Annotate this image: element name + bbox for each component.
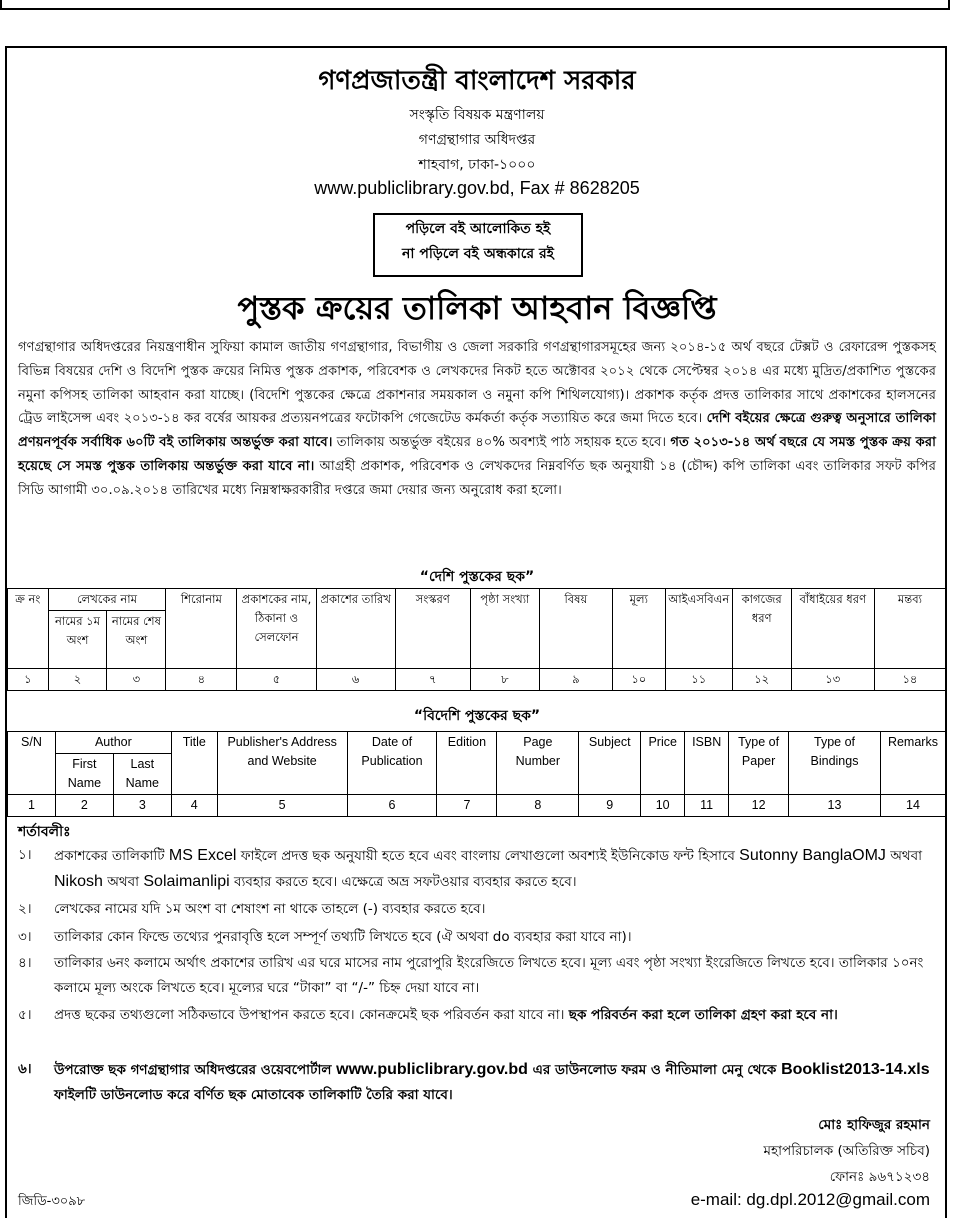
local-h-edition: সংস্করণ [395, 589, 470, 669]
gd-code: জিডি-৩০৯৮ [18, 1194, 86, 1209]
local-col-number: ৮ [470, 669, 539, 691]
term-1-solaimanlipi: Solaimanlipi [143, 873, 230, 890]
term-6-text-c: ফাইলটি ডাউনলোড করে বর্ণিত ছক মোতাবেক তালিকাটি তৈরি করা যাবে। [54, 1087, 453, 1103]
term-4 [18, 951, 938, 1001]
local-col-number: ১১ [665, 669, 732, 691]
body-bold-1: দেশি বইয়ের ক্ষেত্রে গুরুত্ব অনুসারে তালিকা প্রণয়নপূর্বক সর্বাধিক ৬০টি বই তালিকায় অন্তর্ভুক্ত করা যাবে। [18, 411, 936, 451]
signatory-phone: ফোনঃ ৯৬৭১২৩৪ [829, 1169, 930, 1185]
term-6-website-link[interactable]: www.publiclibrary.gov.bd [336, 1061, 528, 1078]
term-1-text-c: অথবা [890, 848, 923, 864]
local-col-number: ২ [48, 669, 107, 691]
foreign-h-price: Price [641, 732, 685, 795]
foreign-h-last-name: Last Name [113, 754, 171, 795]
term-number: ৩। [18, 929, 32, 945]
term-4-text: তালিকার ৬নং কলামে অর্থাৎ প্রকাশের তারিখ এর ঘরে মাসের নাম পুরোপুরি ইংরেজিতে লিখতে হবে। মূল্য এবং পৃষ্ঠা সংখ্যা ইংরেজিতে লিখতে হবে। তালিকার ১০নং কলামে মূল্য অংকে লিখতে হবে। মূল্যের ঘরে “টাকা” বা “/-” চিহ্ন দেয়া যাবে না। [54, 955, 924, 996]
term-6 [18, 1057, 938, 1108]
term-5-text: প্রদত্ত ছকের তথ্যগুলো সঠিকভাবে উপস্থাপন করতে হবে। কোনক্রমেই ছক পরিবর্তন করা যাবে না। [54, 1007, 565, 1023]
signatory-email[interactable]: e-mail: dg.dpl.2012@gmail.com [690, 1190, 930, 1209]
foreign-h-edition: Edition [437, 732, 497, 795]
term-number: ২। [18, 901, 32, 917]
department-name: গণগ্রন্থাগার অধিদপ্তর [418, 132, 536, 148]
foreign-col-number: 9 [579, 795, 641, 817]
local-book-table [7, 588, 946, 691]
local-table-caption: “দেশি পুস্তকের ছক” [419, 569, 535, 585]
term-number: ৬। [18, 1061, 32, 1077]
foreign-col-number: 7 [437, 795, 497, 817]
foreign-col-number: 10 [641, 795, 685, 817]
foreign-h-first-name: First Name [55, 754, 113, 795]
ministry-name: সংস্কৃতি বিষয়ক মন্ত্রণালয় [409, 107, 545, 123]
address: শাহবাগ, ঢাকা-১০০০ [418, 157, 536, 173]
term-5-bold: ছক পরিবর্তন করা হলে তালিকা গ্রহণ করা হবে না। [568, 1007, 838, 1023]
body-text-1: গণগ্রন্থাগার অধিদপ্তরের নিয়ন্ত্রণাধীন সুফিয়া কামাল জাতীয় গণগ্রন্থাগার, বিভাগীয় ও জেলা সরকারি গণগ্রন্থাগারসমূহের জন্য ২০১৪-১৫ অর্থ বছরে টেক্সট ও রেফারেন্স পুস্তকসহ বিভিন্ন বিষয়ের দেশি ও বিদেশি পুস্তক ক্রয়ের নিমিত্ত পুস্তক প্রকাশক, পরিবেশক ও লেখকদের নিকট হতে অক্টোবর ২০১২ থেকে সেপ্টেম্বর ২০১৪ এর মধ্যে মুদ্রিত/প্রকাশিত পুস্তকের নমুনা কপিসহ তালিকা আহবান করা যাচ্ছে। (বিদেশি পুস্তকের ক্ষেত্রে প্রকাশনার সময়কাল ও নমুনা কপি শিথিলযোগ্য)। প্রকাশক কর্তৃক প্রদত্ত তালিকার সাথে প্রকাশকের হালসনের ট্রেড লাইসেন্স এবং ২০১৩-১৪ কর বর্ষের আয়কর প্রত্যয়নপত্রের ফটোকপি গেজেটেড কর্মকর্তা কর্তৃক সত্যায়িত করে জমা দিতে হবে। [18, 340, 936, 427]
government-title: গণপ্রজাতন্ত্রী বাংলাদেশ সরকার [318, 66, 636, 96]
term-6-text-b: এর ডাউনলোড ফরম ও নীতিমালা মেনু থেকে [532, 1062, 777, 1078]
local-h-serial: ক্র নং [8, 589, 49, 669]
foreign-h-isbn: ISBN [685, 732, 729, 795]
local-h-first-name: নামের ১ম অংশ [48, 611, 107, 669]
local-col-number: ৪ [166, 669, 237, 691]
term-1-text-a: প্রকাশকের তালিকাটি [54, 848, 165, 864]
foreign-col-number: 3 [113, 795, 171, 817]
foreign-table-caption: “বিদেশি পুস্তকের ছক” [413, 708, 541, 724]
foreign-h-title: Title [171, 732, 217, 795]
slogan-line-1: পড়িলে বই আলোকিত হই [405, 221, 551, 237]
term-2-text: লেখকের নামের যদি ১ম অংশ বা শেষাংশ না থাকে তাহলে (-) ব্যবহার করতে হবে। [54, 901, 486, 917]
foreign-col-number: 1 [8, 795, 56, 817]
foreign-col-number: 6 [347, 795, 437, 817]
local-col-number: ১২ [732, 669, 791, 691]
terms-heading: শর্তাবলীঃ [18, 824, 71, 840]
slogan-box [373, 213, 583, 277]
body-bold-2: গত ২০১৩-১৪ অর্থ বছরে যে সমস্ত পুস্তক ক্রয় করা হয়েছে সে সমস্ত পুস্তক তালিকায় অন্তর্ভুক্ত করা যাবে না। [18, 435, 936, 474]
term-number: ৪। [18, 955, 32, 971]
foreign-h-publisher: Publisher's Address and Website [217, 732, 347, 795]
local-col-number: ১৪ [874, 669, 945, 691]
term-2 [18, 897, 938, 922]
local-h-title: শিরোনাম [166, 589, 237, 669]
website-fax: www.publiclibrary.gov.bd, Fax # 8628205 [314, 178, 640, 198]
term-1-nikosh: Nikosh [54, 873, 103, 890]
foreign-h-author: Author [55, 732, 171, 754]
foreign-col-number: 14 [880, 795, 945, 817]
foreign-h-subject: Subject [579, 732, 641, 795]
local-col-number: ১৩ [791, 669, 874, 691]
signatory-name: মোঃ হাফিজুর রহমান [818, 1117, 930, 1133]
foreign-h-serial: S/N [8, 732, 56, 795]
term-1-sutonny: Sutonny BanglaOMJ [739, 847, 886, 864]
local-col-number: ৬ [316, 669, 395, 691]
local-h-isbn: আইএসবিএন [665, 589, 732, 669]
local-col-number: ৩ [107, 669, 166, 691]
term-3-text: তালিকার কোন ফিল্ডে তথ্যের পুনরাবৃত্তি হলে সম্পূর্ণ তথ্যটি লিখতে হবে (ঐ অথবা do ব্যবহার করা যাবে না)। [54, 929, 632, 945]
foreign-col-number: 5 [217, 795, 347, 817]
foreign-h-date: Date of Publication [347, 732, 437, 795]
local-h-last-name: নামের শেষ অংশ [107, 611, 166, 669]
local-col-number: ১০ [612, 669, 665, 691]
term-1-ms-excel: MS Excel [168, 847, 237, 864]
foreign-h-paper: Type of Paper [729, 732, 789, 795]
local-col-number: ১ [8, 669, 49, 691]
local-col-number: ৯ [539, 669, 612, 691]
term-1 [18, 843, 938, 895]
local-h-pages: পৃষ্ঠা সংখ্যা [470, 589, 539, 669]
local-h-date: প্রকাশের তারিখ [316, 589, 395, 669]
foreign-col-number: 11 [685, 795, 729, 817]
signatory-designation: মহাপরিচালক (অতিরিক্ত সচিব) [763, 1143, 930, 1159]
term-number: ৫। [18, 1007, 32, 1023]
foreign-h-pages: Page Number [497, 732, 579, 795]
foreign-col-number: 8 [497, 795, 579, 817]
top-border-strip [0, 0, 950, 10]
foreign-col-number: 13 [789, 795, 881, 817]
local-h-remarks: মন্তব্য [874, 589, 945, 669]
term-6-text-a: উপরোক্ত ছক গণগ্রন্থাগার অধিদপ্তরের ওয়েবপোর্টাল [54, 1062, 332, 1078]
slogan-line-2: না পড়িলে বই অন্ধকারে রই [402, 246, 554, 262]
foreign-col-number: 4 [171, 795, 217, 817]
local-h-price: মূল্য [612, 589, 665, 669]
foreign-col-number: 2 [55, 795, 113, 817]
term-3 [18, 925, 938, 950]
term-1-text-b: ফাইলে প্রদত্ত ছক অনুযায়ী হতে হবে এবং বাংলায় লেখাগুলো অবশ্যই ইউনিকোড ফন্ট হিসাবে [240, 848, 735, 864]
term-6-booklist-file: Booklist2013-14.xls [781, 1061, 930, 1078]
foreign-col-number: 12 [729, 795, 789, 817]
notice-body [18, 336, 936, 503]
term-number: ১। [18, 847, 32, 863]
foreign-h-remarks: Remarks [880, 732, 945, 795]
foreign-h-binding: Type of Bindings [789, 732, 881, 795]
foreign-book-table [7, 731, 946, 817]
local-h-subject: বিষয় [539, 589, 612, 669]
local-col-number: ৭ [395, 669, 470, 691]
local-h-publisher: প্রকাশকের নাম, ঠিকানা ও সেলফোন [237, 589, 316, 669]
local-h-author: লেখকের নাম [48, 589, 166, 611]
body-text-3: আগ্রহী প্রকাশক, পরিবেশক ও লেখকদের নিম্নবর্ণিত ছক অনুযায়ী ১৪ (চৌদ্দ) কপি তালিকা এবং তালিকার সফট কপির সিডি আগামী ৩০.০৯.২০১৪ তারিখের মধ্যে নিম্নস্বাক্ষরকারীর দপ্তরে জমা দেয়ার জন্য অনুরোধ করা হলো। [18, 458, 936, 498]
term-5 [18, 1003, 938, 1028]
term-1-text-e: ব্যবহার করতে হবে। এক্ষেত্রে অভ্র সফটওয়ার ব্যবহার করতে হবে। [233, 874, 577, 890]
local-h-paper: কাগজের ধরণ [732, 589, 791, 669]
term-1-text-d: অথবা [107, 874, 140, 890]
local-h-binding: বাঁধাইয়ের ধরণ [791, 589, 874, 669]
body-text-2: তালিকায় অন্তর্ভুক্ত বইয়ের ৪০% অবশ্যই পাঠ সহায়ক হতে হবে। [336, 435, 667, 451]
local-col-number: ৫ [237, 669, 316, 691]
notice-title: পুস্তক ক্রয়ের তালিকা আহবান বিজ্ঞপ্তি [237, 289, 717, 327]
